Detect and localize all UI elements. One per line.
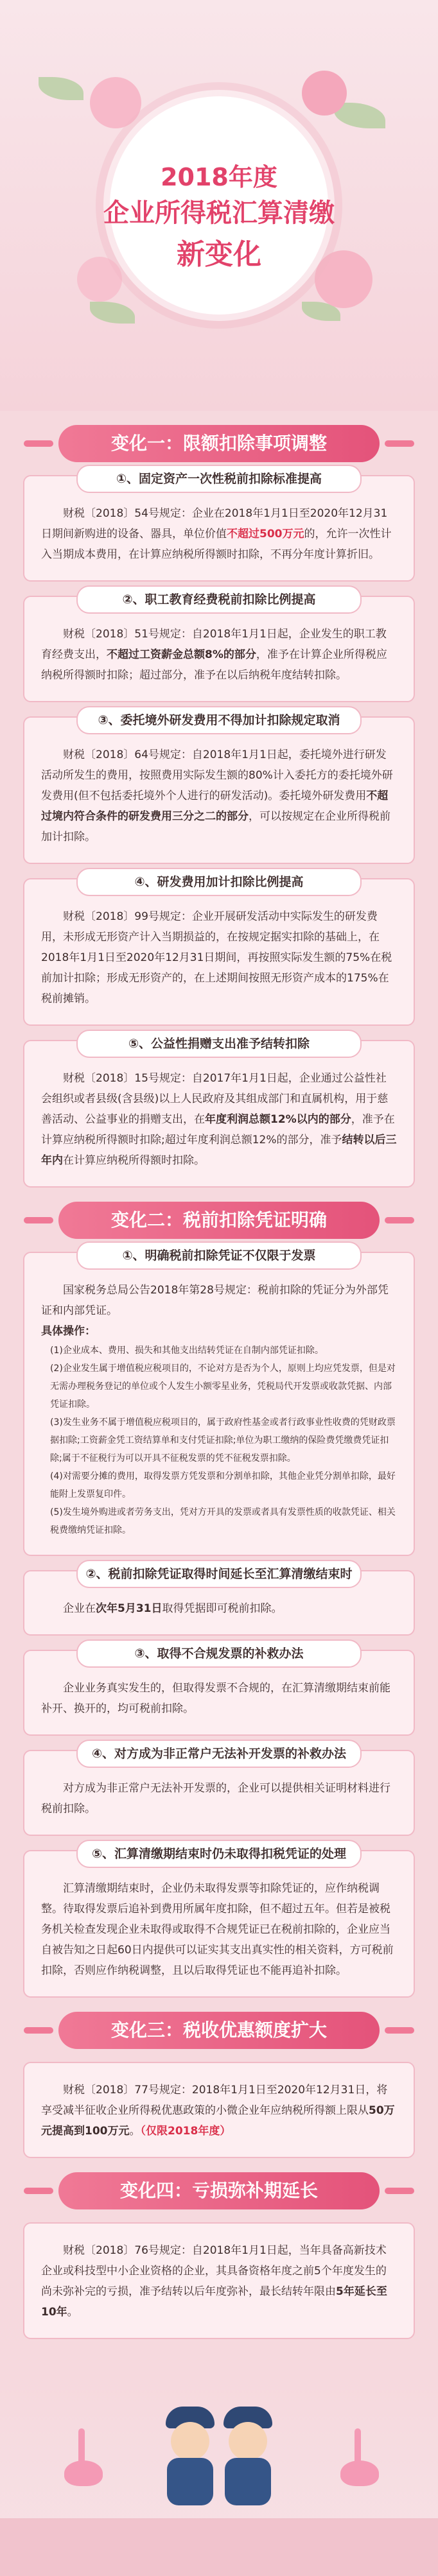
content-card (23, 472, 415, 582)
flamingo-illustration (58, 2422, 103, 2499)
content-card (23, 1249, 415, 1556)
section-banner: 变化二：税前扣除凭证明确 (58, 1202, 380, 1239)
flamingo-body (64, 2460, 103, 2486)
card-header: ④、对方成为非正常户无法补开发票的补救办法 (76, 1740, 362, 1768)
list-title: 具体操作： (41, 1325, 96, 1338)
content-card (23, 2062, 415, 2158)
bold-text: 结转以后三年内 (41, 1134, 397, 1167)
body-text: 在计算应纳税所得额时扣除。 (63, 1154, 205, 1167)
content-card (23, 1747, 415, 1836)
body-text: 对方成为非正常户无法补开发票的，企业可以提供相关证明材料进行税前扣除。 (41, 1782, 390, 1815)
officer-body (167, 2458, 213, 2505)
body-text: 取得凭据即可税前扣除。 (162, 1602, 283, 1615)
bold-text: 5年延长至10年 (41, 2285, 387, 2319)
bold-text: 年度利润总额12%以内的部分 (205, 1113, 351, 1126)
card-header: ②、职工教育经费税前扣除比例提高 (76, 585, 362, 614)
card-header: ②、税前扣除凭证取得时间延长至汇算清缴结束时 (76, 1560, 362, 1588)
page-title-year: 2018年度 (161, 163, 277, 191)
body-text: 汇算清缴期结束时，企业仍未取得发票等扣除凭证的，应作纳税调整。待取得发票后追补到费用所属年度扣除，但不超过五年。但若是被税务机关检查发现企业未取得或取得不合规凭证已在税前扣除的，企业应当自被告知之日起60日内提供可以证实其支出真实性的相关资料，方可税前扣除，否则应作纳税调整，且以后取得凭证也不能再追补扣除。 (41, 1882, 394, 1977)
card-paragraph (41, 1068, 397, 1171)
content-card (23, 592, 415, 702)
content-card (23, 713, 415, 864)
article-body (0, 425, 438, 2339)
card-paragraph (41, 503, 397, 565)
footer-stage (0, 2518, 438, 2576)
body-text: 财税〔2018〕99号规定：企业开展研发活动中实际发生的研发费用，未形成无形资产计入当期损益的，在按规定据实扣除的基础上，在2018年1月1日至2020年12月31日期间，再按照实际发生额的75%在税前加计扣除；形成无形资产的，在上述期间按照无形资产成本的175%在税前摊销。 (41, 910, 392, 1005)
flamingo-illustration (334, 2422, 379, 2499)
card-header: ⑤、汇算清缴期结束时仍未取得扣税凭证的处理 (76, 1840, 362, 1868)
card-header: ④、研发费用加计扣除比例提高 (76, 868, 362, 896)
footer-illustration (0, 2383, 438, 2576)
officer-head (171, 2422, 209, 2460)
card-paragraph (41, 1678, 397, 1719)
highlight-text: （仅限2018年度） (140, 2125, 231, 2138)
body-text: 国家税务总局公告2018年第28号规定：税前扣除的凭证分为外部凭证和内部凭证。 (41, 1284, 389, 1317)
card-header: ③、取得不合规发票的补救办法 (76, 1639, 362, 1668)
card-paragraph (41, 624, 397, 686)
content-card (23, 1847, 415, 1998)
page-title: 企业所得税汇算清缴 (103, 198, 335, 228)
flower-decoration (90, 77, 141, 128)
card-header: ①、固定资产一次性税前扣除标准提高 (76, 465, 362, 493)
body-text: 。 (129, 2125, 141, 2138)
flamingo-body (340, 2460, 379, 2486)
bold-text: 50万元提高到100万元 (41, 2104, 395, 2138)
section-banner: 变化四：亏损弥补期延长 (58, 2172, 380, 2209)
highlight-text: 不超过500万元 (227, 528, 304, 540)
page-subtitle: 新变化 (177, 238, 261, 271)
card-paragraph (41, 1878, 397, 1981)
list-item: (3)发生业务不属于增值税应税项目的，属于政府性基金或者行政事业性收费的凭财政票据扣除;工资薪金凭工资结算单和支付凭证扣除;单位为职工缴纳的保险费凭缴费凭证扣除;属于不征税行为可以开具不征税发票的凭不征税发票扣除。 (50, 1417, 396, 1464)
bold-text: 不超过境内符合条件的研发费用三分之二的部分 (41, 790, 389, 823)
card-paragraph (41, 1598, 397, 1619)
card-paragraph (41, 906, 397, 1009)
body-text: 企业在 (63, 1602, 96, 1615)
body-text: 财税〔2018〕77号规定：2018年1月1日至2020年12月31日，将享受减半征收企业所得税优惠政策的小微企业年应纳税所得额上限从 (41, 2084, 388, 2117)
body-text: 财税〔2018〕54号规定：企业在2018年1月1日至2020年12月31日期间新购进的设备、器具，单位价值 (41, 507, 388, 540)
flower-decoration (302, 71, 347, 116)
body-text: ，准予在计算企业所得税应纳税所得额时扣除；超过部分，准予在以后纳税年度结转扣除。 (41, 648, 387, 682)
hero-banner (0, 0, 438, 411)
card-paragraph (41, 1280, 397, 1321)
card-header: ③、委托境外研发费用不得加计扣除规定取消 (76, 706, 362, 734)
list-item: (4)对需要分摊的费用，取得发票方凭发票和分割单扣除，其他企业凭分割单扣除，最好能附上发票复印件。 (50, 1471, 396, 1500)
list-item: (5)发生境外购进或者劳务支出，凭对方开具的发票或者具有发票性质的收款凭证、相关税费缴纳凭证扣除。 (50, 1507, 396, 1535)
body-text: 财税〔2018〕64号规定：自2018年1月1日起，委托境外进行研发活动所发生的费用，按照费用实际发生额的80%计入委托方的委托境外研发费用(但不包括委托境外个人进行的研发活动)。委托境外研发费用 (41, 748, 393, 802)
body-text: ，可以按规定在企业所得税前加计扣除。 (41, 810, 390, 843)
body-text: 财税〔2018〕76号规定：自2018年1月1日起，当年具备高新技术企业或科技型中小企业资格的企业，其具备资格年度之前5个年度发生的尚未弥补完的亏损，准予结转以后年度弥补，最长结转年限由 (41, 2244, 387, 2298)
content-card (23, 875, 415, 1026)
tax-officer-illustration (159, 2403, 221, 2505)
list-item: (2)企业发生属于增值税应税项目的，不论对方是否为个人，原则上均应凭发票，但是对无需办理税务登记的单位或个人发生小额零星业务，凭税局代开发票或收款凭据、内部凭证扣除。 (50, 1363, 396, 1410)
officer-body (225, 2458, 271, 2505)
card-header: ⑤、公益性捐赠支出准予结转扣除 (76, 1030, 362, 1058)
body-text: 。 (67, 2306, 78, 2319)
list-item: (1)企业成本、费用、损失和其他支出结转凭证在自制内部凭证扣除。 (50, 1345, 324, 1356)
card-paragraph (41, 1778, 397, 1819)
content-card (23, 1647, 415, 1736)
body-text: ，准予在计算应纳税所得额时扣除;超过年度利润总额12%的部分，准予 (41, 1113, 395, 1146)
card-paragraph (41, 2240, 397, 2322)
leaf-decoration (39, 77, 83, 100)
tax-officer-illustration (217, 2403, 279, 2505)
officer-head (229, 2422, 267, 2460)
content-card (23, 1567, 415, 1636)
section-banner: 变化一：限额扣除事项调整 (58, 425, 380, 462)
leaf-decoration (90, 302, 135, 324)
card-paragraph (41, 745, 397, 847)
section-banner: 变化三：税收优惠额度扩大 (58, 2012, 380, 2049)
card-paragraph (41, 2080, 397, 2141)
body-text: 的，允许一次性计入当期成本费用，在计算应纳税所得额时扣除，不再分年度计算折旧。 (41, 528, 392, 561)
body-text: 财税〔2018〕51号规定：自2018年1月1日起，企业发生的职工教育经费支出， (41, 628, 387, 661)
bold-text: 次年5月31日 (96, 1602, 162, 1615)
bold-text: 不超过工资薪金总额8%的部分 (107, 648, 256, 661)
content-card (23, 1037, 415, 1188)
content-card (23, 2222, 415, 2339)
body-text: 财税〔2018〕15号规定：自2017年1月1日起，企业通过公益性社会组织或者县级(含县级)以上人民政府及其组成部门和直属机构，用于慈善活动、公益事业的捐赠支出，在 (41, 1072, 389, 1126)
card-header: ①、明确税前扣除凭证不仅限于发票 (76, 1241, 362, 1270)
body-text: 企业业务真实发生的，但取得发票不合规的，在汇算清缴期结束前能补开、换开的，均可税前扣除。 (41, 1682, 390, 1715)
